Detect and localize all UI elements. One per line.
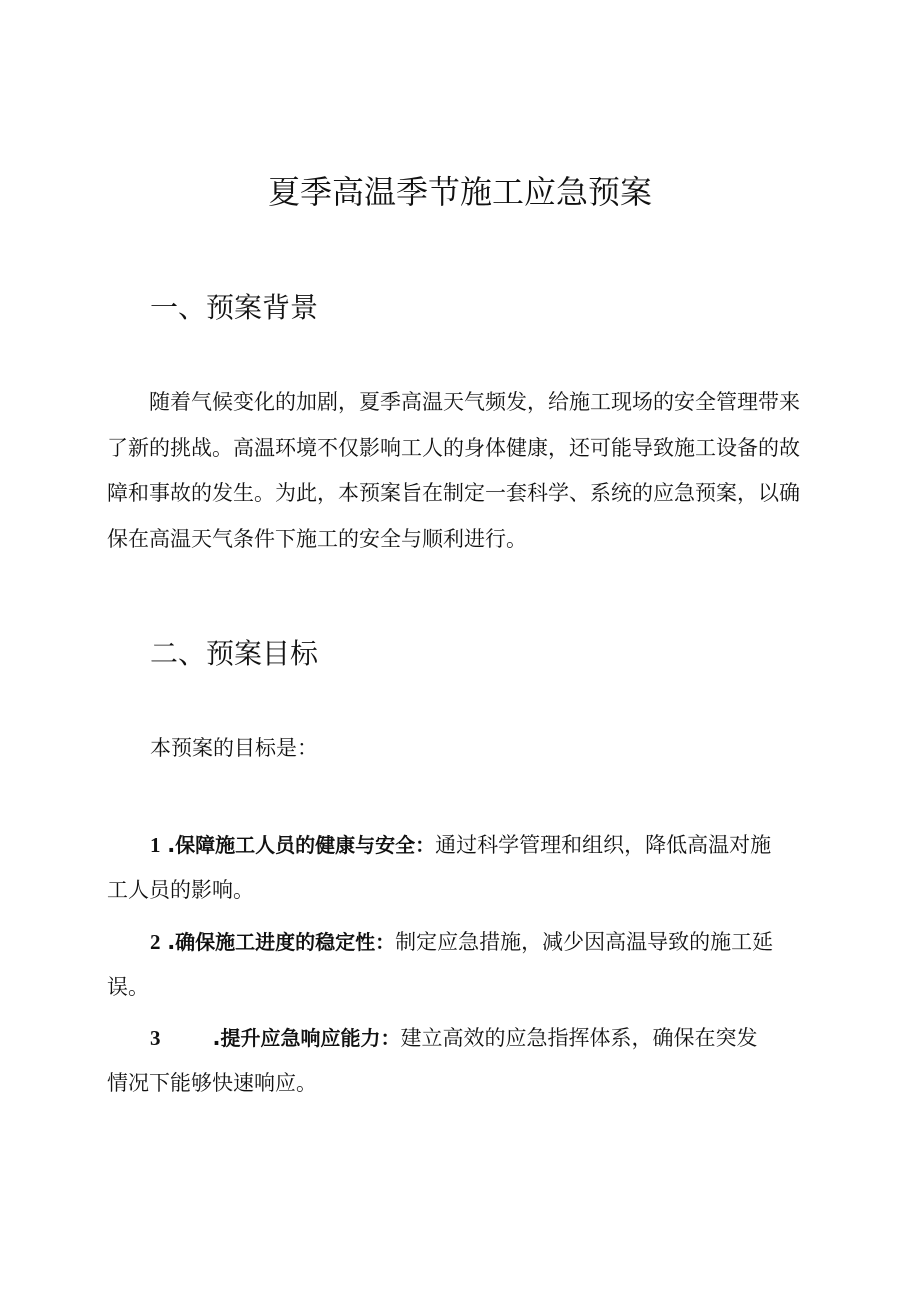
section-heading-goals: 二、预案目标 xyxy=(150,637,319,670)
goal-line xyxy=(107,1016,819,1061)
goal-line xyxy=(107,920,819,965)
goal-item-1 xyxy=(107,823,819,913)
document-title: 夏季高温季节施工应急预案 xyxy=(267,173,652,211)
goal-number: 1 xyxy=(150,833,161,857)
goal-marker: . xyxy=(167,833,176,857)
goal-item-3 xyxy=(107,1016,819,1106)
goal-number: 3 xyxy=(150,1026,161,1050)
goals-intro: 本预案的目标是： xyxy=(150,736,318,760)
paragraph-line: 保在高温天气条件下施工的安全与顺利进行。 xyxy=(107,526,527,551)
goal-item-2 xyxy=(107,920,819,1010)
goal-line: 情况下能够快速响应。 xyxy=(107,1071,317,1095)
goal-number: 2 xyxy=(150,930,161,954)
goal-marker: . xyxy=(212,1026,221,1050)
paragraph-line: 了新的挑战。高温环境不仅影响工人的身体健康，还可能导致施工设备的故 xyxy=(107,435,800,460)
goal-lead: 提升应急响应能力： xyxy=(220,1026,401,1050)
goal-line xyxy=(107,823,819,868)
goal-text: 建立高效的应急指挥体系，确保在突发 xyxy=(400,1026,758,1050)
paragraph-line: 随着气候变化的加剧，夏季高温天气频发，给施工现场的安全管理带来 xyxy=(149,390,800,414)
goal-line: 工人员的影响。 xyxy=(107,878,254,902)
goal-marker: . xyxy=(167,930,176,954)
goal-text: 通过科学管理和组织，降低高温对施 xyxy=(435,833,772,857)
goal-lead: 保障施工人员的健康与安全： xyxy=(175,833,436,857)
goal-text: 制定应急措施，减少因高温导致的施工延 xyxy=(395,930,774,954)
section-heading-background: 一、预案背景 xyxy=(150,291,319,324)
goal-lead: 确保施工进度的稳定性： xyxy=(175,930,396,954)
paragraph-line: 障和事故的发生。为此，本预案旨在制定一套科学、系统的应急预案，以确 xyxy=(107,481,800,506)
background-paragraph xyxy=(107,380,819,562)
goal-line: 误。 xyxy=(107,975,149,999)
